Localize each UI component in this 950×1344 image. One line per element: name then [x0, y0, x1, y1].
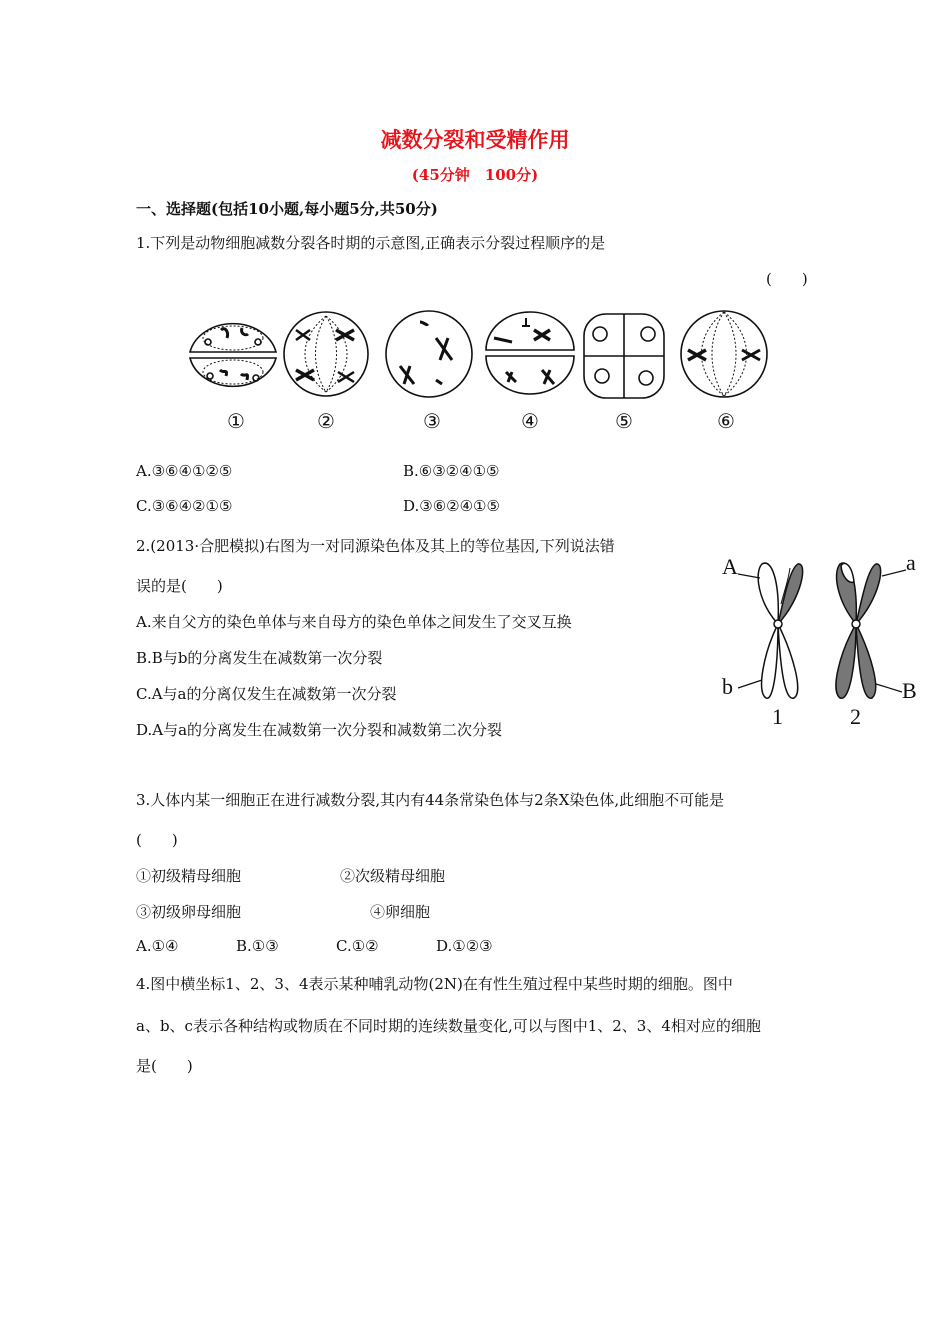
q1-option-c: C.③⑥④②①⑤: [136, 497, 233, 515]
homologous-chromosomes-figure: [718, 552, 930, 730]
q2-option-b: B.B与b的分离发生在减数第一次分裂: [136, 649, 383, 667]
gene-label-a: a: [906, 552, 916, 575]
q3-option-b: B.①③: [236, 937, 279, 955]
q3-option-c: C.①②: [336, 937, 379, 955]
q3-item-4: ④卵细胞: [370, 903, 431, 921]
q4-line3: 是( ): [136, 1057, 193, 1075]
q4-line1: 4.图中横坐标1、2、3、4表示某种哺乳动物(2N)在有性生殖过程中某些时期的细胞。图中: [136, 975, 733, 993]
q2-stem-line2: 误的是( ): [136, 577, 223, 595]
q2-stem-line1: 2.(2013·合肥模拟)右图为一对同源染色体及其上的等位基因,下列说法错: [136, 537, 615, 555]
q3-item-1: ①初级精母细胞: [136, 867, 242, 885]
cell-label-4: ④: [521, 409, 539, 433]
q3-option-d: D.①②③: [436, 937, 493, 955]
cell-label-3: ③: [423, 409, 441, 433]
cell-2-diagram: [284, 312, 368, 396]
gene-label-b: b: [722, 674, 733, 699]
cell-label-1: ①: [227, 409, 245, 433]
cell-label-2: ②: [317, 409, 335, 433]
q2-option-d: D.A与a的分离发生在减数第一次分裂和减数第二次分裂: [136, 721, 503, 739]
chromosome-1: [758, 563, 802, 698]
q4-line2: a、b、c表示各种结构或物质在不同时期的连续数量变化,可以与图中1、2、3、4相对应的细胞: [136, 1017, 761, 1035]
gene-label-B: B: [902, 678, 917, 703]
page-title: 减数分裂和受精作用: [380, 127, 570, 152]
q3-item-3: ③初级卵母细胞: [136, 903, 242, 921]
chromosome-2: [836, 563, 881, 698]
q3-stem: 3.人体内某一细胞正在进行减数分裂,其内有44条常染色体与2条X染色体,此细胞不可能是: [136, 791, 725, 809]
gene-label-A: A: [722, 554, 738, 579]
chromosome-number-2: 2: [850, 704, 861, 729]
section-heading: 一、选择题(包括10小题,每小题5分,共50分): [136, 200, 438, 218]
q3-item-2: ②次级精母细胞: [340, 867, 446, 885]
q3-answer-paren: ( ): [136, 831, 178, 849]
cell-6-diagram: [681, 311, 767, 397]
cell-4-diagram: [486, 312, 574, 394]
cell-label-6: ⑥: [717, 409, 735, 433]
q2-option-a: A.来自父方的染色单体与来自母方的染色单体之间发生了交叉互换: [136, 613, 572, 631]
meiosis-stages-figure: [186, 308, 786, 438]
chromosome-number-1: 1: [772, 704, 783, 729]
q1-option-a: A.③⑥④①②⑤: [136, 462, 233, 480]
cell-3-diagram: [386, 311, 472, 397]
q1-option-b: B.⑥③②④①⑤: [403, 462, 500, 480]
cell-1-diagram: [190, 324, 276, 387]
q2-option-c: C.A与a的分离仅发生在减数第一次分裂: [136, 685, 397, 703]
q3-option-a: A.①④: [136, 937, 179, 955]
q1-answer-paren: ( ): [766, 270, 808, 288]
cell-5-diagram: [584, 314, 664, 398]
q1-stem: 1.下列是动物细胞减数分裂各时期的示意图,正确表示分裂过程顺序的是: [136, 234, 606, 252]
cell-label-5: ⑤: [615, 409, 633, 433]
page-subtitle: (45分钟 100分): [411, 166, 539, 184]
q1-option-d: D.③⑥②④①⑤: [403, 497, 500, 515]
